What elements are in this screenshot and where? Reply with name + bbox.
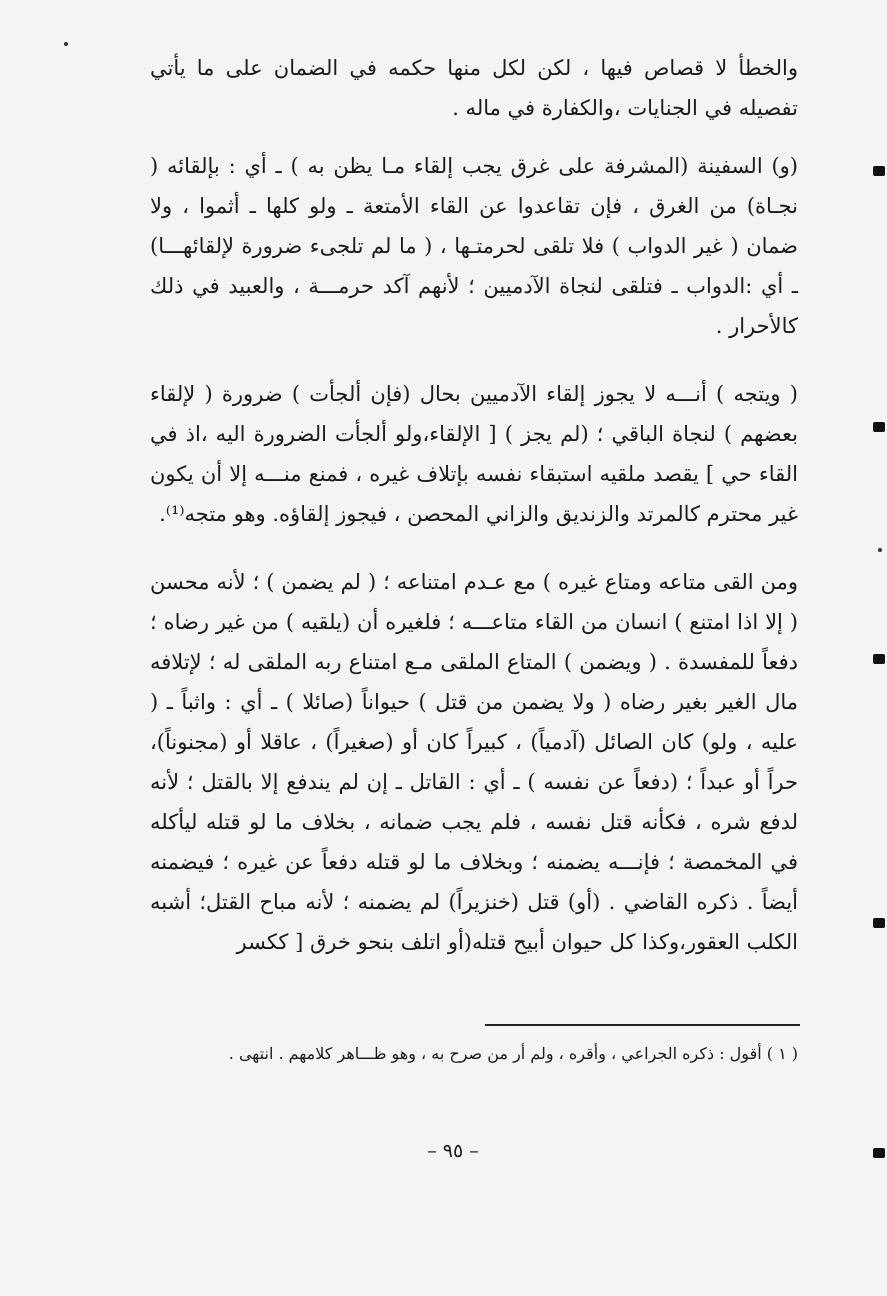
- margin-mark: [873, 422, 885, 432]
- paragraph-text: (و) السفينة (المشرفة على غرق يجب إلقاء مـا يظن به ) ـ أي : بإلقائه ( نجـاة) من الغرق ، فإن تقاعدوا عن القاء الأمتعة ـ ولو كلها ـ أثموا ، ولا ضمان ( غير الدواب ) فلا تلقى لحرمتـها ، ( ما لم تلجىء ضرورة لإلقائهـــا) ـ أي :الدواب ـ فتلقى لنجاة الآدميين ؛ لأنهم آكد حرمـــة ، والعبيد في ذلك كالأحرار .: [150, 154, 798, 338]
- scan-speck: [878, 548, 882, 552]
- paragraph-text: والخطأ لا قصاص فيها ، لكن لكل منها حكمه في الضمان على ما يأتي تفصيله في الجنايات ،والكفارة في ماله .: [150, 56, 798, 120]
- paragraph-text: ( ويتجه ) أنـــه لا يجوز إلقاء الآدميين بحال (فإن ألجأت ) ضرورة ( لإلقاء بعضهم ) لنجاة الباقي ؛ (لم يجز ) [ الإلقاء،ولو ألجأت الضرورة اليه ،اذ في القاء حي ] يقصد ملقيه استبقاء نفسه بإتلاف غيره ، فمنع منـــه إلا أن يكون غير محترم كالمرتد والزنديق والزاني المحصن ، فيجوز إلقاؤه. وهو متجه⁽¹⁾.: [150, 382, 798, 526]
- page-number: – ٩٥ –: [427, 1140, 479, 1162]
- margin-mark: [873, 918, 885, 928]
- paragraph-2: [150, 146, 798, 346]
- margin-mark: [873, 654, 885, 664]
- margin-mark: [873, 1148, 885, 1158]
- footnote: ( ١ ) أقول : ذكره الجراعي ، وأقره ، ولم أر من صرح به ، وهو ظـــاهر كلامهم . انتهى .: [228, 1044, 798, 1063]
- footnote-divider: [485, 1024, 800, 1026]
- scan-speck: [64, 42, 68, 46]
- paragraph-3: [150, 374, 798, 534]
- paragraph-text: ومن القى متاعه ومتاع غيره ) مع عـدم امتناعه ؛ ( لم يضمن ) ؛ لأنه محسن ( إلا اذا امتنع ) انسان من القاء متاعـــه ؛ فلغيره أن (يلقيه ) من غير رضاه ؛ دفعاً للمفسدة . ( ويضمن ) المتاع الملقى مـع امتناع ربه الملقى له ؛ لإتلافه مال الغير بغير رضاه ( ولا يضمن من قتل ) حيواناً (صائلا ) ـ أي : واثباً ـ ( عليه ، ولو) كان الصائل (آدمياً) ، كبيراً كان أو (صغيراً) ، عاقلا أو (مجنوناً)، حراً أو عبداً ؛ (دفعاً عن نفسه ) ـ أي : القاتل ـ إن لم يندفع إلا بالقتل ؛ لأنه لدفع شره ، فكأنه قتل نفسه ، فلم يجب ضمانه ، بخلاف ما لو قتله ليأكله في المخمصة ؛ فإنـــه يضمنه ؛ وبخلاف ما لو قتله دفعاً عن غيره ؛ فيضمنه أيضاً . ذكره القاضي . (أو) قتل (خنزيراً) لم يضمنه ؛ لأنه مباح القتل؛ أشبه الكلب العقور،وكذا كل حيوان أبيح قتله(أو اتلف بنحو خرق [ ككسر: [150, 570, 798, 954]
- margin-mark: [873, 166, 885, 176]
- paragraph-1: [150, 48, 798, 128]
- paragraph-4: [150, 562, 798, 962]
